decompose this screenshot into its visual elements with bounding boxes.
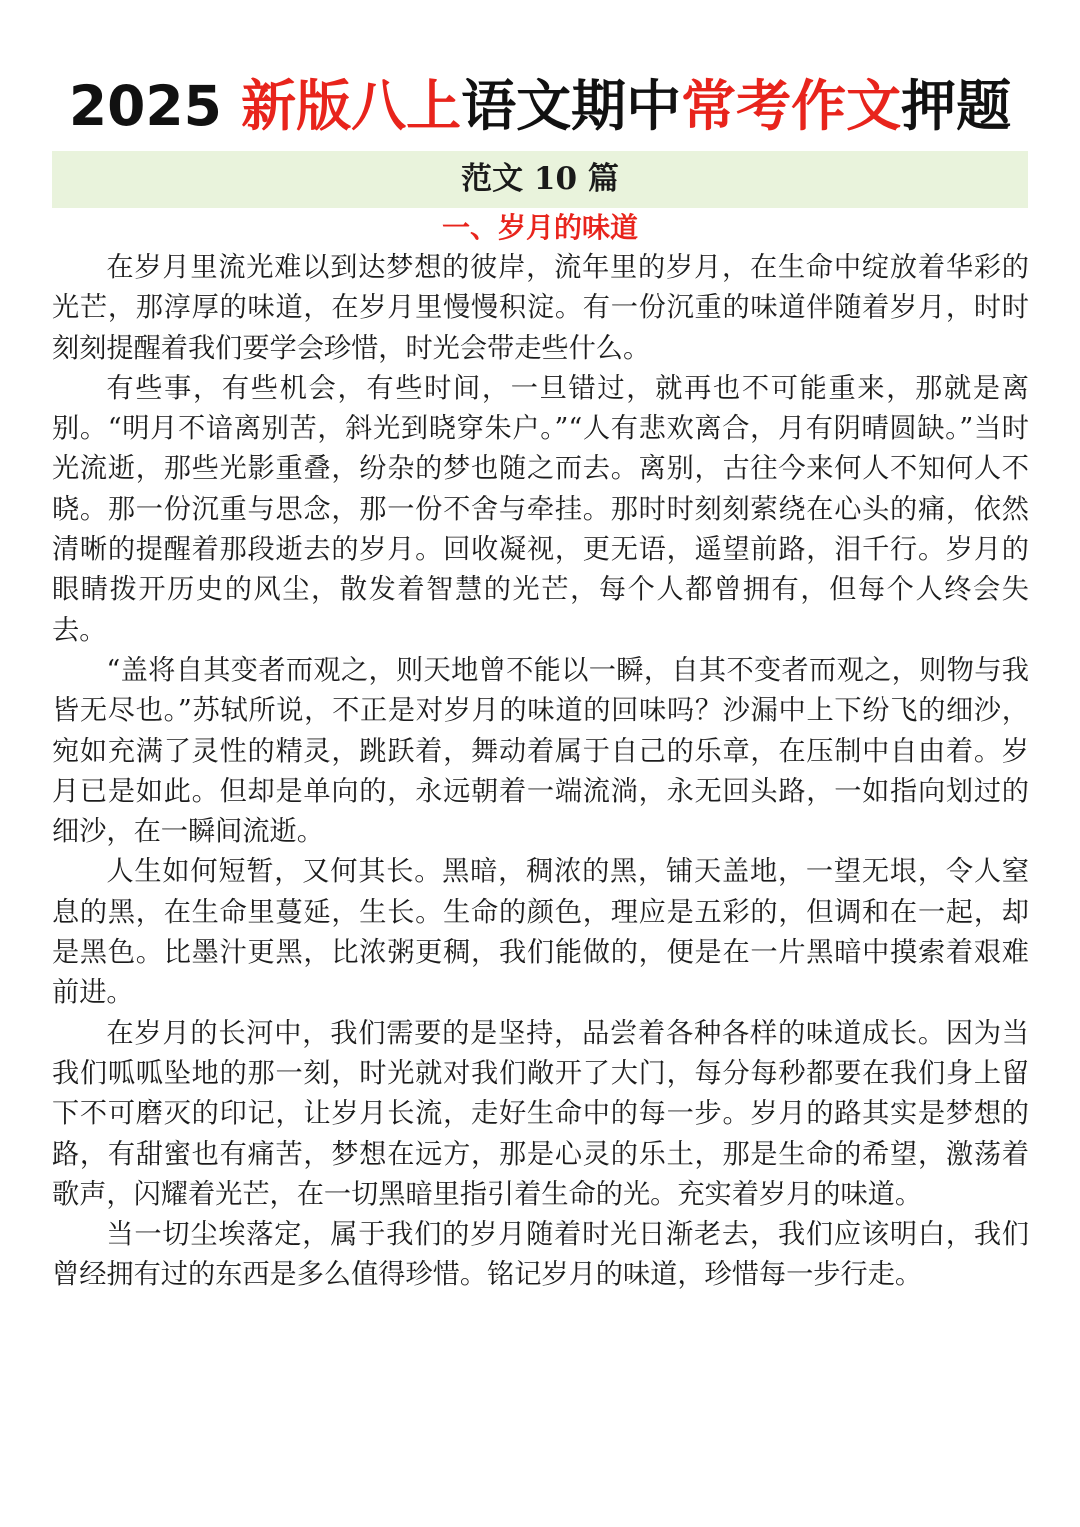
essay-body bbox=[52, 248, 1029, 1296]
essay-paragraph-3: “盖将自其变者而观之，则天地曾不能以一瞬，自其不变者而观之，则物与我皆无尽也。”苏轼所说，不正是对岁月的味道的回味吗？沙漏中上下纷飞的细沙，宛如充满了灵性的精灵，跳跃着，舞动着属于自己的乐章，在压制中自由着。岁月已是如此。但却是单向的，永远朝着一端流淌，永无回头路，一如指向划过的细沙，在一瞬间流逝。 bbox=[52, 654, 1029, 848]
title-segment-year: 2025 bbox=[68, 74, 242, 138]
title-segment-exam: 语文期中 bbox=[461, 74, 682, 138]
main-title bbox=[0, 68, 1080, 144]
essay-paragraph-5: 在岁月的长河中，我们需要的是坚持，品尝着各种各样的味道成长。因为当我们呱呱坠地的那一刻，时光就对我们敞开了大门，每分每秒都要在我们身上留下不可磨灭的印记，让岁月长流，走好生命中的每一步。岁月的路其实是梦想的路，有甜蜜也有痛苦，梦想在远方，那是心灵的乐土，那是生命的希望，激荡着歌声，闪耀着光芒，在一切黑暗里指引着生命的光。充实着岁月的味道。 bbox=[52, 1017, 1029, 1210]
essay-paragraph-6: 当一切尘埃落定，属于我们的岁月随着时光日渐老去，我们应该明白，我们曾经拥有过的东西是多么值得珍惜。铭记岁月的味道，珍惜每一步行走。 bbox=[52, 1219, 1029, 1291]
title-segment-grade: 新版八上 bbox=[241, 74, 462, 138]
section-heading: 一、岁月的味道 bbox=[441, 211, 638, 244]
title-segment-topic: 常考作文 bbox=[681, 74, 902, 138]
subtitle-bar: 范文 10 篇 bbox=[52, 151, 1028, 208]
title-segment-predict: 押题 bbox=[901, 74, 1012, 138]
essay-paragraph-1: 在岁月里流光难以到达梦想的彼岸，流年里的岁月，在生命中绽放着华彩的光芒，那淳厚的味道，在岁月里慢慢积淀。有一份沉重的味道伴随着岁月，时时刻刻提醒着我们要学会珍惜，时光会带走些什么。 bbox=[52, 252, 1029, 364]
essay-paragraph-2: 有些事，有些机会，有些时间，一旦错过，就再也不可能重来，那就是离别。“明月不谙离别苦，斜光到晓穿朱户。”“人有悲欢离合，月有阴晴圆缺。”当时光流逝，那些光影重叠，纷杂的梦也随之而去。离别，古往今来何人不知何人不晓。那一份沉重与思念，那一份不舍与牵挂。那时时刻刻萦绕在心头的痛，依然清晰的提醒着那段逝去的岁月。回收凝视，更无语，遥望前路，泪千行。岁月的眼睛拨开历史的风尘，散发着智慧的光芒，每个人都曾拥有，但每个人终会失去。 bbox=[52, 372, 1029, 646]
essay-paragraph-4: 人生如何短暂，又何其长。黑暗，稠浓的黑，铺天盖地，一望无垠，令人窒息的黑，在生命里蔓延，生长。生命的颜色，理应是五彩的，但调和在一起，却是黑色。比墨汁更黑，比浓粥更稠，我们能做的，便是在一片黑暗中摸索着艰难前进。 bbox=[52, 856, 1029, 1009]
